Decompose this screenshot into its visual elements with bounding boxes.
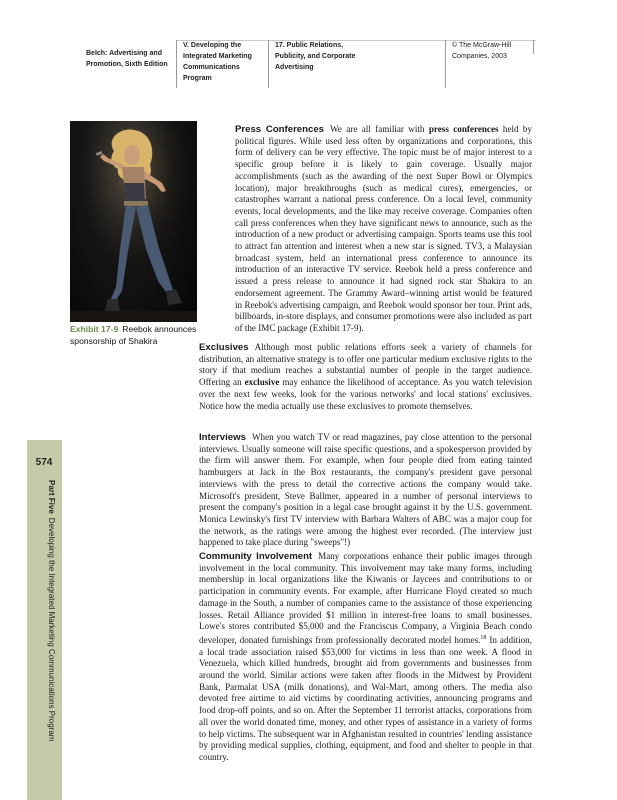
runner-part: Part Five <box>47 480 56 514</box>
header-line: Belch: Advertising and <box>86 50 162 57</box>
body-text: held by political figures. While used less often by organizations and corporations, this form of delivery can be very effective. The topic must be of major interest to a specific group before it is likely to gain coverage. Usually major accomplishments (such as the awarding of the next Super Bowl or Olympics location), major breakthroughs (such as medical cures), emergencies, or catastrophes warrant a national press conference. On a local level, community events, local developments, and the like may receive coverage. Companies often call press conferences when they have significant news to announce, such as the introduction of a new product or advertising campaign. Sports teams use this tool to attract fan attention and interest when a new star is signed. TV3, a Malaysian broadcast system, held an international press conference to announce its introduction of an interactive TV service. Reebok held a press conference and issued a press release to announce it had signed rock star Shakira to an endorsement agreement. The Grammy Award–winning artist would be featured in Reebok's advertising campaign, and Reebok would sponsor her tour. Print ads, billboards, in-store displays, and consumer promotions were also included as part of the IMC package (Exhibit 17-9). <box>235 124 532 333</box>
key-term: exclusive <box>244 377 280 388</box>
body-text: Many corporations enhance their public images through involvement in the local community. This involvement may take many forms, including membership in local organizations like the Kiwanis or Jaycees and contributions to or participation in community events. For example, after Hurricane Floyd created so much damage in the South, a number of companies came to the assistance of those experiencing losses. Retail Alliance provided $1 million in interest-free loans to small businesses. Lowe's stores contributed $5,000 and the Franciscus Company, a Virginia Beach condo developer, donated furnishings from professionally decorated model homes. <box>199 551 532 645</box>
run-in-heading: Community Involvement <box>199 551 313 562</box>
key-term: press conferences <box>428 124 499 134</box>
header-line: V. Developing the <box>183 42 242 49</box>
header-line: Companies, 2003 <box>452 53 507 60</box>
header-line: 17. Public Relations, <box>275 42 344 49</box>
page-number: 574 <box>35 457 53 468</box>
interviews-paragraph <box>199 432 532 549</box>
body-text: may enhance the likelihood of acceptance. As you watch television over the next few weeks, look for the various networks' and local stations' exclusives. Notice how the media actually use these exclusives to promote themselves. <box>199 377 532 411</box>
exclusives-paragraph <box>199 342 532 412</box>
run-in-heading: Interviews <box>199 432 246 443</box>
community-involvement-paragraph <box>199 551 532 764</box>
exhibit-photo <box>70 121 197 322</box>
header-copyright <box>445 40 535 88</box>
header-part <box>176 40 269 88</box>
header-book-title <box>86 48 177 96</box>
header-line: Advertising <box>275 64 314 71</box>
header-line: Integrated Marketing <box>183 53 252 60</box>
header-line: Promotion, Sixth Edition <box>86 61 168 68</box>
section-runner <box>44 480 56 750</box>
performer-illustration <box>70 121 197 322</box>
runner-title: Developing the Integrated Marketing Communications Program <box>47 517 56 742</box>
body-text: Although most public relations efforts seek a variety of channels for distribution, an alternative strategy is to offer one particular medium exclusive rights to the story if that medium reaches a substantial number of people in the target audience. Offering an <box>199 342 532 388</box>
header-line: Publicity, and Corporate <box>275 53 356 60</box>
press-conferences-paragraph <box>235 124 532 335</box>
body-text: We are all familiar with <box>330 124 425 134</box>
exhibit-label: Exhibit 17-9 <box>70 324 119 334</box>
header-chapter <box>268 40 446 88</box>
run-in-heading: Exclusives <box>199 342 249 353</box>
run-in-heading: Press Conferences <box>235 124 325 135</box>
footnote-marker[interactable]: 18 <box>480 634 487 641</box>
exhibit-caption <box>70 324 200 347</box>
header-line: Communications Program <box>183 64 240 82</box>
body-text: In addition, a local trade association raised $53,000 for victims in less than one week. A flood in Venezuela, which killed hundreds, brought aid from governments and businesses from around the world. Similar actions were taken after floods in the Midwest by Provident Bank, Parmalat USA (milk donations), and Wal-Mart, among others. The media also devoted free airtime to aid victims by coordinating activities, announcing programs and food drop-off points, and so on. After the September 11 terrorist attacks, corporations from all over the world donated time, money, and other types of assistance in a variety of forms to help victims. The subsequent war in Afghanistan resulted in countries' lending assistance by providing medical supplies, clothing, equipment, and food and shelter to people in that country. <box>199 634 532 762</box>
body-text: When you watch TV or read magazines, pay close attention to the personal interviews. Usually someone will raise specific questions, and a spokesperson provided by the firm will answer them. For example, when four people died from eating tainted hamburgers at Jack in the Box restaurants, the company's president gave personal interviews with the press to detail the corrective actions the company would take. Microsoft's president, Steve Ballmer, appeared in a number of personal interviews to present the company's position in a legal case brought against it by the U.S. government. Monica Lewinsky's first TV interview with Barbara Walters of ABC was a major coup for the network, as the ratings were among the highest ever recorded. (The interview just happened to take place during "sweeps"!) <box>199 432 532 548</box>
exhibit-caption-text: Reebok announces sponsorship of Shakira <box>70 324 197 346</box>
header-line: © The McGraw-Hill <box>452 42 512 49</box>
